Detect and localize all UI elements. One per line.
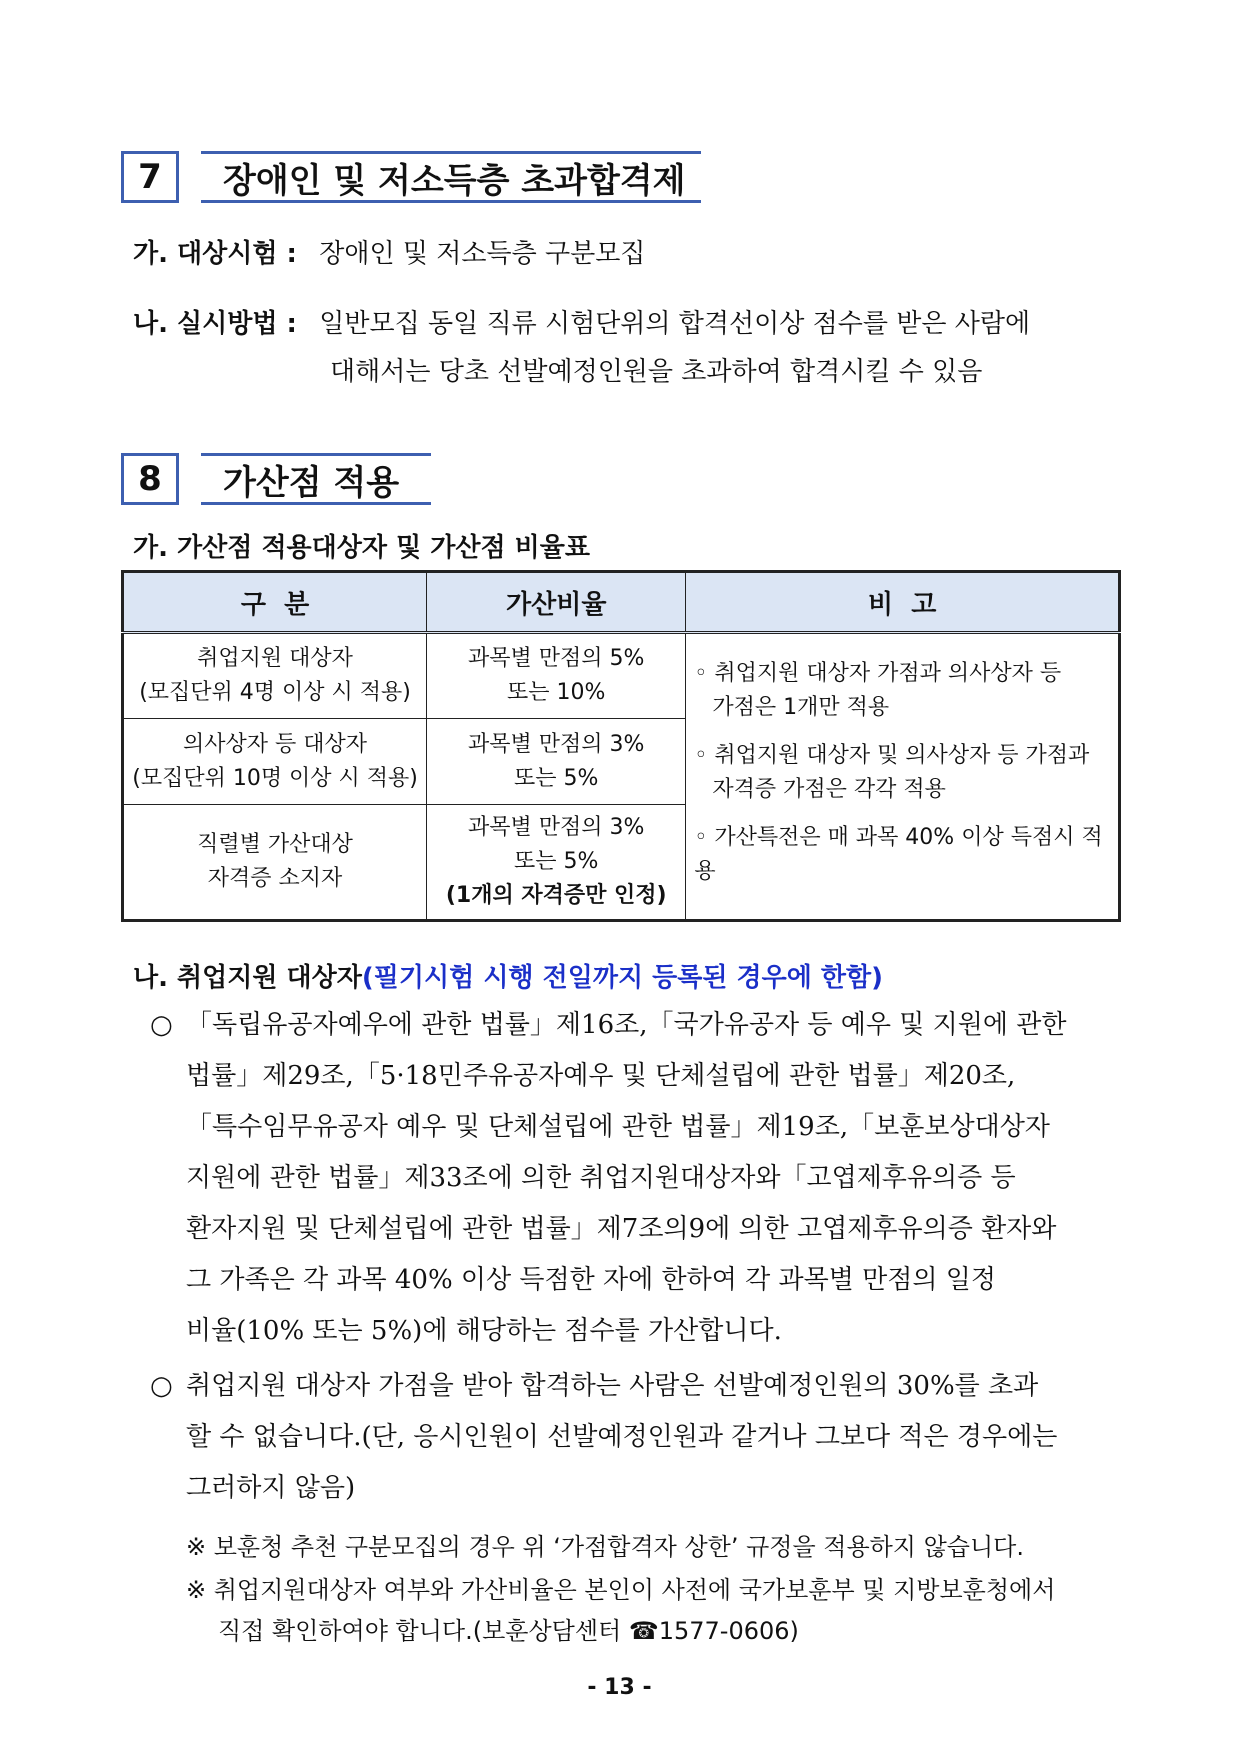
para1-line: 환자지원 및 단체설립에 관한 법률」제7조의9에 의한 고엽제후유의증 환자와 bbox=[186, 1214, 1057, 1244]
para1-line: 법률」제29조,「5·18민주유공자예우 및 단체설립에 관한 법률」제20조, bbox=[186, 1061, 1016, 1091]
section-8-sub-na bbox=[133, 957, 883, 994]
para1-line: 비율(10% 또는 5%)에 해당하는 점수를 가산합니다. bbox=[186, 1316, 782, 1346]
rate-line: 과목별 만점의 3% bbox=[468, 815, 645, 840]
category-line: (모집단위 4명 이상 시 적용) bbox=[139, 680, 411, 705]
para1 bbox=[186, 1000, 1121, 1357]
note-line: 가점은 1개만 적용 bbox=[712, 694, 890, 720]
para1-marker: ○ bbox=[150, 1010, 173, 1040]
sub-na-label: 나. 취업지원 대상자 bbox=[133, 963, 362, 993]
section-8-number: 8 bbox=[121, 453, 179, 505]
note-item bbox=[694, 739, 1118, 807]
section-7-title: 장애인 및 저소득층 초과합격제 bbox=[201, 151, 701, 203]
section-8-title: 가산점 적용 bbox=[201, 453, 431, 505]
table-row bbox=[123, 633, 1120, 719]
category-line: 직렬별 가산대상 bbox=[197, 832, 353, 857]
category-line: 자격증 소지자 bbox=[207, 866, 343, 891]
page-number: - 13 - bbox=[587, 1675, 652, 1700]
section-7-number: 7 bbox=[121, 151, 179, 203]
note-line: ◦ 가산특전은 매 과목 40% 이상 득점시 적용 bbox=[694, 824, 1103, 884]
section-7-item-ga bbox=[133, 233, 645, 270]
header-rate: 가산비율 bbox=[427, 572, 686, 633]
rate-line: 또는 5% bbox=[514, 849, 599, 874]
rate-line: 또는 5% bbox=[514, 765, 599, 791]
item-ga-label: 가. 대상시험 : bbox=[133, 239, 297, 269]
header-category: 구 분 bbox=[123, 572, 427, 633]
para1-line: 「특수임무유공자 예우 및 단체설립에 관한 법률」제19조,「보훈보상대상자 bbox=[186, 1112, 1050, 1142]
rate-line: 과목별 만점의 3% bbox=[468, 731, 645, 757]
reference-note-1: ※ 보훈청 추천 구분모집의 경우 위 ‘가점합격자 상한’ 규정을 적용하지 않습니다. bbox=[186, 1533, 1024, 1561]
para2-line: 그러하지 않음) bbox=[186, 1473, 356, 1503]
item-ga-text: 장애인 및 저소득층 구분모집 bbox=[319, 239, 646, 269]
item-na-line2: 대해서는 당초 선발예정인원을 초과하여 합격시킬 수 있음 bbox=[330, 357, 983, 387]
section-8-header bbox=[121, 453, 431, 509]
para2-line: 취업지원 대상자 가점을 받아 합격하는 사람은 선발예정인원의 30%를 초과 bbox=[186, 1371, 1039, 1401]
section-7-item-na bbox=[133, 303, 1030, 340]
note-cell bbox=[686, 633, 1120, 921]
para2-line: 할 수 없습니다.(단, 응시인원이 선발예정인원과 같거나 그보다 적은 경우에는 bbox=[186, 1422, 1058, 1452]
sub-na-note: (필기시험 시행 전일까지 등록된 경우에 한함) bbox=[361, 963, 884, 993]
category-line: 취업지원 대상자 bbox=[197, 646, 353, 671]
row-category bbox=[123, 805, 427, 921]
para1-line: 그 가족은 각 과목 40% 이상 득점한 자에 한하여 각 과목별 만점의 일정 bbox=[186, 1265, 996, 1295]
row-category bbox=[123, 633, 427, 719]
note-line: ◦ 취업지원 대상자 가점과 의사상자 등 bbox=[694, 660, 1062, 686]
note-item bbox=[694, 657, 1118, 725]
row-rate bbox=[427, 719, 686, 805]
category-line: (모집단위 10명 이상 시 적용) bbox=[132, 765, 418, 791]
note-line: ◦ 취업지원 대상자 및 의사상자 등 가점과 bbox=[694, 742, 1090, 768]
category-line: 의사상자 등 대상자 bbox=[183, 731, 368, 757]
para2 bbox=[186, 1361, 1121, 1514]
section-7-header bbox=[121, 151, 701, 207]
row-category bbox=[123, 719, 427, 805]
reference-note-2-line1: ※ 취업지원대상자 여부와 가산비율은 본인이 사전에 국가보훈부 및 지방보훈청에서 bbox=[186, 1576, 1056, 1604]
bonus-rate-table bbox=[121, 570, 1121, 922]
rate-line: 또는 10% bbox=[507, 680, 606, 705]
para1-line: 지원에 관한 법률」제33조에 의한 취업지원대상자와「고엽제후유의증 등 bbox=[186, 1163, 1016, 1193]
row-rate bbox=[427, 805, 686, 921]
para1-line: 「독립유공자예우에 관한 법률」제16조,「국가유공자 등 예우 및 지원에 관한 bbox=[186, 1010, 1067, 1040]
table-header-row bbox=[123, 572, 1120, 633]
item-na-label: 나. 실시방법 : bbox=[133, 309, 297, 339]
note-line: 자격증 가점은 각각 적용 bbox=[712, 776, 946, 802]
item-na-line1: 일반모집 동일 직류 시험단위의 합격선이상 점수를 받은 사람에 bbox=[319, 309, 1031, 339]
header-note: 비 고 bbox=[686, 572, 1120, 633]
rate-line: (1개의 자격증만 인정) bbox=[445, 883, 667, 908]
rate-line: 과목별 만점의 5% bbox=[468, 646, 645, 671]
section-8-sub-ga: 가. 가산점 적용대상자 및 가산점 비율표 bbox=[133, 533, 590, 563]
note-item bbox=[694, 821, 1118, 889]
para2-marker: ○ bbox=[150, 1371, 173, 1401]
reference-note-2-line2: 직접 확인하여야 합니다.(보훈상담센터 ☎1577-0606) bbox=[218, 1617, 799, 1645]
row-rate bbox=[427, 633, 686, 719]
